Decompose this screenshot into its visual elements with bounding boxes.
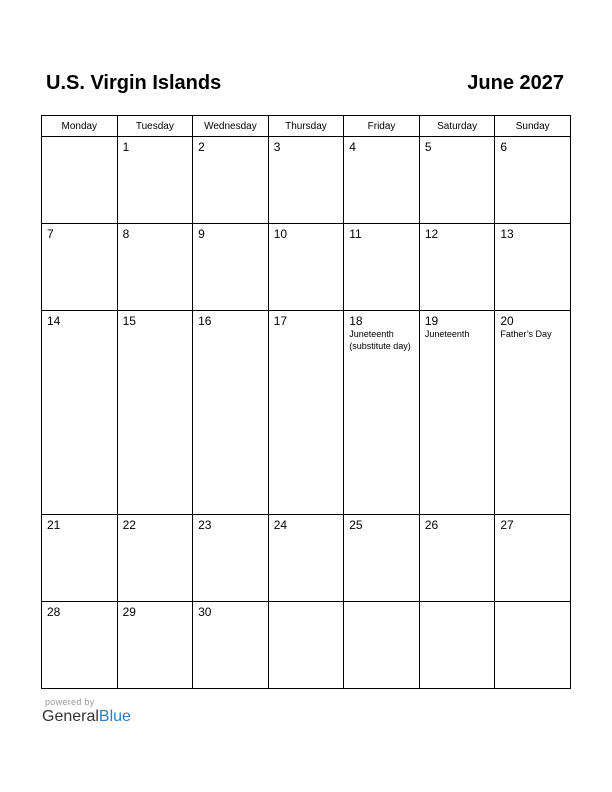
day-number: 1	[122, 140, 130, 154]
day-number: 5	[424, 140, 432, 154]
week-row	[42, 601, 571, 688]
month-title: June 2027	[467, 72, 564, 94]
day-number: 7	[47, 227, 54, 242]
day-cell	[419, 224, 495, 311]
weekday-header: Saturday	[419, 116, 495, 137]
day-number: 29	[122, 604, 136, 619]
day-number: 24	[273, 517, 288, 532]
day-number: 25	[349, 517, 363, 532]
calendar-grid	[41, 115, 571, 689]
day-cell	[268, 311, 344, 514]
day-cell	[344, 514, 420, 601]
day-number: 15	[122, 314, 136, 329]
day-cell	[495, 311, 571, 514]
weekday-header: Monday	[42, 116, 118, 137]
day-number: 21	[47, 517, 61, 532]
day-number: 28	[47, 604, 61, 619]
day-number: 20	[500, 314, 514, 329]
holiday-label: Juneteenth (substitute day)	[349, 329, 411, 352]
brand-general: General	[42, 708, 99, 725]
day-cell	[268, 137, 344, 224]
day-number: 27	[500, 517, 514, 532]
day-number: 17	[273, 314, 288, 329]
weekday-header: Thursday	[268, 116, 344, 137]
day-number: 3	[273, 140, 281, 154]
day-number: 30	[198, 604, 212, 619]
day-cell	[344, 224, 420, 311]
weekday-header-row	[42, 116, 571, 137]
day-cell	[268, 514, 344, 601]
day-number	[344, 602, 419, 605]
week-row	[42, 311, 571, 514]
day-number: 6	[500, 140, 508, 154]
powered-by-text: powered by	[45, 697, 95, 707]
day-cell	[193, 224, 269, 311]
day-cell	[42, 514, 118, 601]
day-cell	[117, 311, 193, 514]
day-number: 14	[47, 314, 61, 329]
week-row	[42, 224, 571, 311]
day-cell	[117, 137, 193, 224]
weekday-header: Sunday	[495, 116, 571, 137]
day-number: 12	[424, 227, 439, 242]
day-number	[495, 602, 570, 605]
day-cell	[117, 601, 193, 688]
day-cell	[193, 137, 269, 224]
week-row	[42, 514, 571, 601]
day-number	[42, 137, 117, 140]
day-number: 18	[349, 314, 363, 329]
day-cell	[419, 311, 495, 514]
holiday-label: Juneteenth	[424, 329, 470, 340]
day-cell	[42, 137, 118, 224]
day-cell	[268, 601, 344, 688]
day-number: 13	[500, 227, 514, 242]
day-number: 2	[198, 140, 205, 154]
brand-logo[interactable]	[42, 708, 131, 726]
day-cell	[344, 311, 420, 514]
day-number: 26	[424, 517, 439, 532]
brand-blue: Blue	[98, 708, 131, 725]
day-cell	[495, 137, 571, 224]
day-cell	[344, 601, 420, 688]
day-cell	[117, 224, 193, 311]
day-cell	[419, 601, 495, 688]
day-number: 10	[273, 227, 288, 242]
day-number: 23	[198, 517, 212, 532]
day-cell	[193, 514, 269, 601]
day-cell	[42, 224, 118, 311]
day-cell	[268, 224, 344, 311]
holiday-label: Father’s Day	[500, 329, 552, 340]
day-cell	[344, 137, 420, 224]
day-number: 9	[198, 227, 205, 242]
day-cell	[419, 514, 495, 601]
day-number	[420, 602, 495, 605]
day-number: 19	[424, 314, 439, 329]
weekday-header: Friday	[344, 116, 420, 137]
day-cell	[193, 311, 269, 514]
day-number: 4	[349, 140, 356, 154]
day-cell	[495, 601, 571, 688]
week-row	[42, 137, 571, 224]
weekday-header: Tuesday	[117, 116, 193, 137]
day-cell	[42, 601, 118, 688]
day-cell	[117, 514, 193, 601]
day-number: 11	[349, 227, 362, 242]
day-number: 22	[122, 517, 136, 532]
day-number: 16	[198, 314, 212, 329]
day-cell	[495, 514, 571, 601]
day-cell	[193, 601, 269, 688]
day-number: 8	[122, 227, 130, 242]
day-cell	[42, 311, 118, 514]
country-title: U.S. Virgin Islands	[46, 72, 222, 94]
weekday-header: Wednesday	[193, 116, 269, 137]
day-number	[269, 602, 344, 605]
day-cell	[495, 224, 571, 311]
day-cell	[419, 137, 495, 224]
